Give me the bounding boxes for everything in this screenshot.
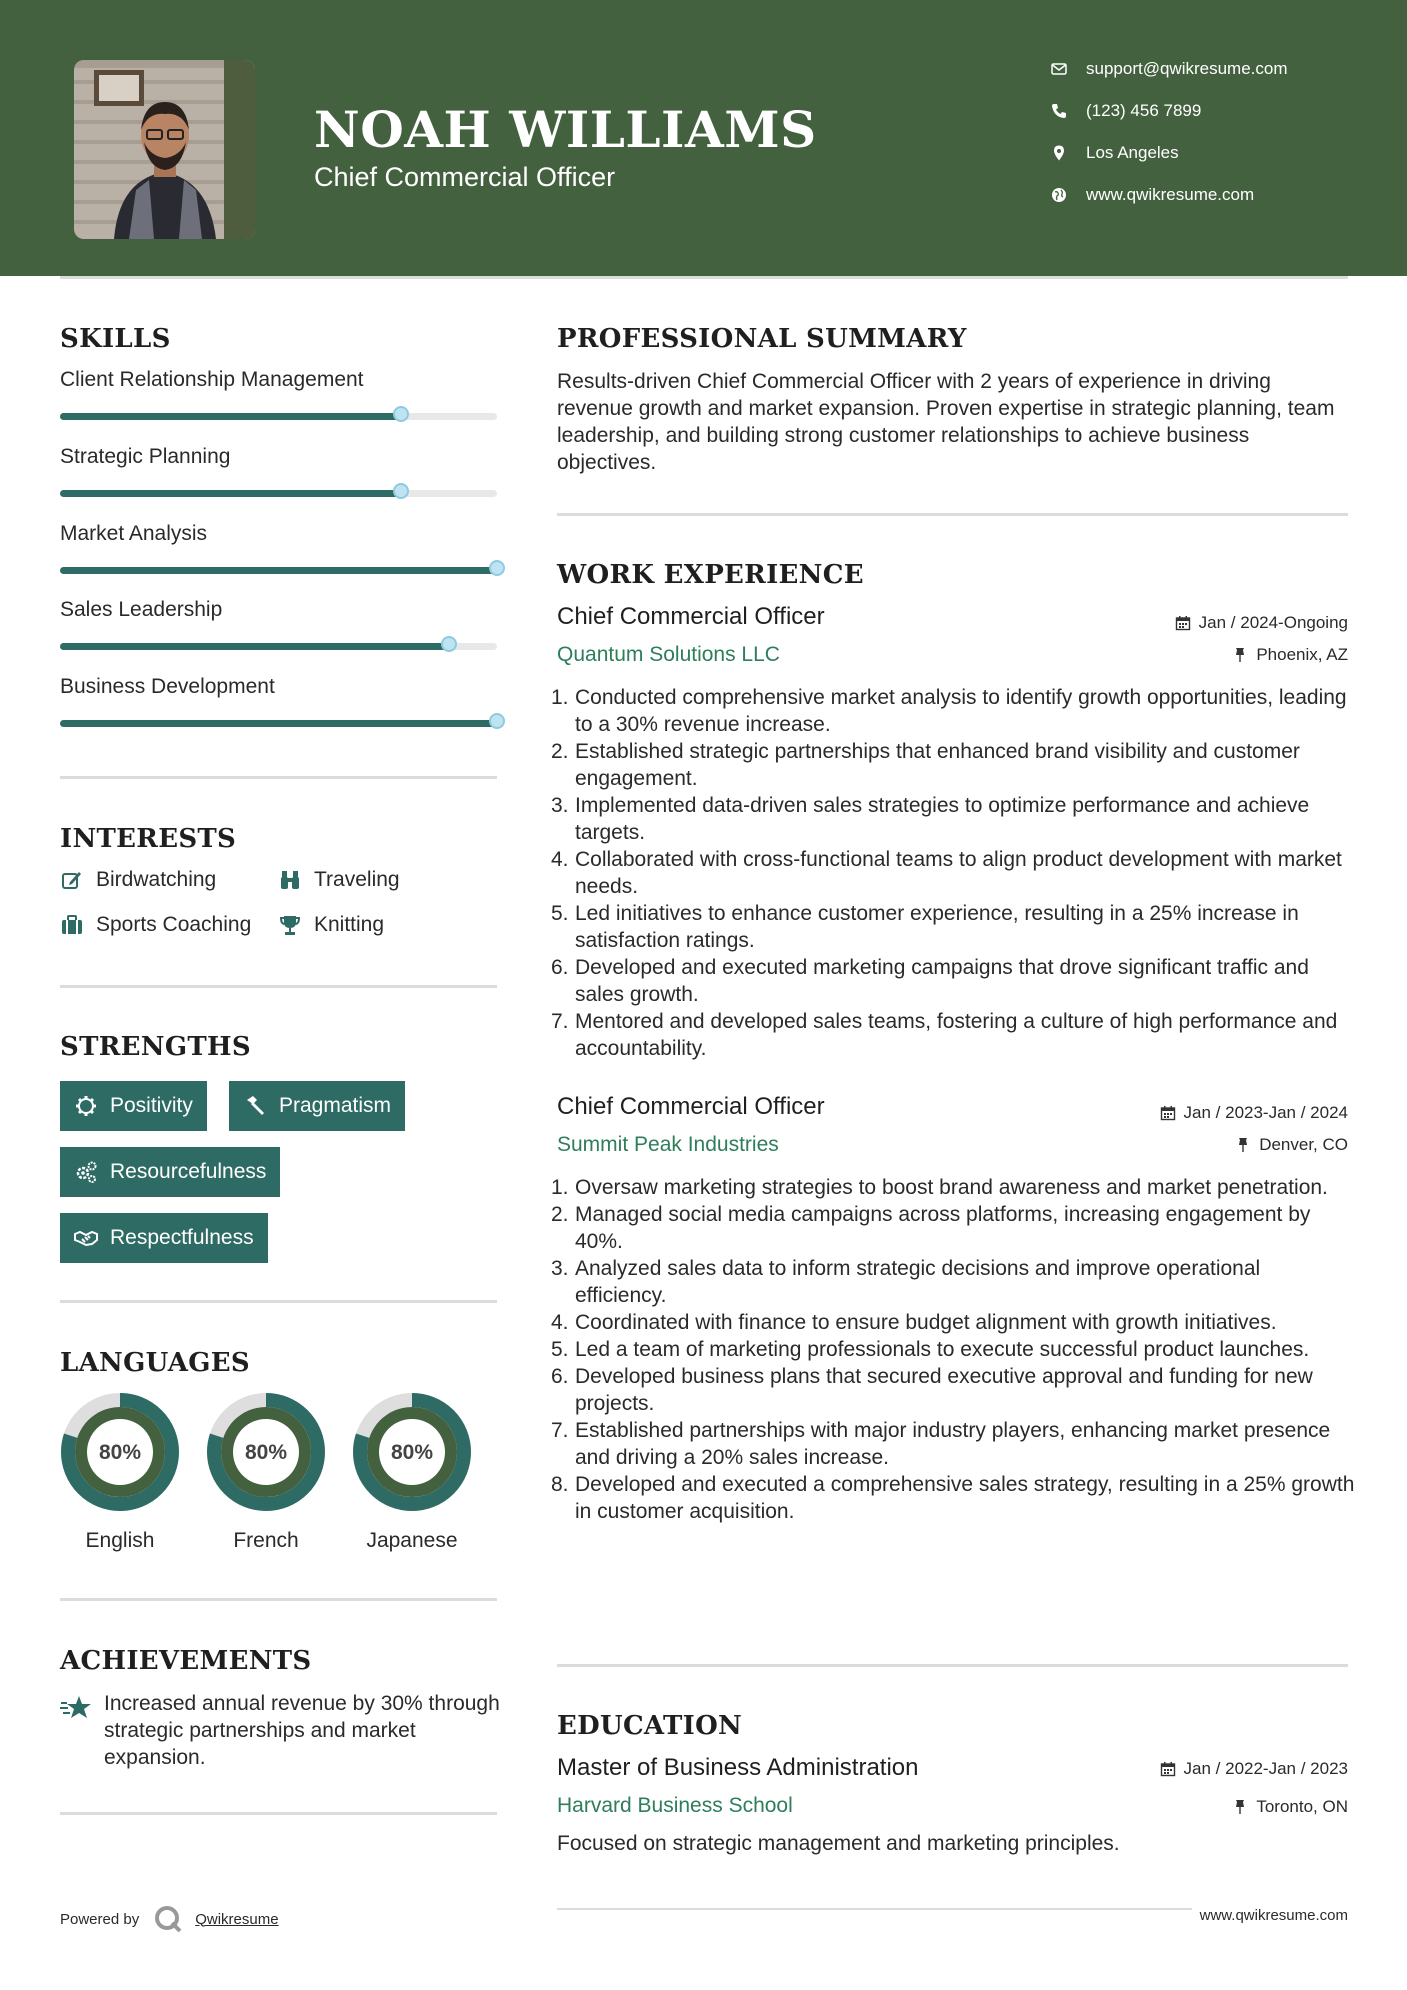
language-percent: 80% xyxy=(244,1441,288,1464)
pencil-square-icon xyxy=(60,868,84,892)
skill-label: Market Analysis xyxy=(60,522,208,545)
powered-by-label: Powered by xyxy=(60,1910,140,1928)
strengths-heading: STRENGTHS xyxy=(60,1032,251,1062)
language-ring xyxy=(59,1391,181,1513)
skill-label: Sales Leadership xyxy=(60,598,223,621)
skill-bar xyxy=(60,567,497,574)
job-bullet: 6. Developed business plans that secured executive approval and funding for new projects. xyxy=(551,1365,1313,1415)
section-divider xyxy=(60,1300,497,1303)
skill-bar-fill xyxy=(60,720,497,727)
section-divider xyxy=(60,1598,497,1601)
trophy-icon xyxy=(278,913,302,937)
job-bullet: 7. Mentored and developed sales teams, fostering a culture of high performance and accountability. xyxy=(551,1010,1338,1060)
job-bullet: 6. Developed and executed marketing campaigns that drove significant traffic and sales growth. xyxy=(551,956,1309,1006)
interest-label: Birdwatching xyxy=(96,868,217,891)
job-bullet: 2. Established strategic partnerships that enhanced brand visibility and customer engagement. xyxy=(551,740,1300,790)
contact-email[interactable] xyxy=(1050,59,1380,79)
job-bullet-text: Collaborated with cross-functional teams to align product development with market needs. xyxy=(575,848,1342,898)
skill-bar-knob xyxy=(393,483,409,499)
brand-link[interactable]: Qwikresume xyxy=(195,1910,279,1928)
job-bullets xyxy=(551,684,1357,1062)
skills-heading: SKILLS xyxy=(60,324,171,354)
skill-bar xyxy=(60,490,497,497)
contact-website[interactable] xyxy=(1050,185,1380,205)
language-item xyxy=(351,1391,473,1553)
job-location-text: Denver, CO xyxy=(1259,1135,1348,1154)
calendar-icon xyxy=(1175,615,1191,631)
job-bullet-text: Managed social media campaigns across platforms, increasing engagement by 40%. xyxy=(575,1203,1311,1253)
language-label: English xyxy=(85,1529,155,1552)
contact-location-text: Los Angeles xyxy=(1086,143,1179,162)
education-dates-text: Jan / 2022-Jan / 2023 xyxy=(1183,1759,1348,1778)
section-divider xyxy=(60,776,497,779)
candidate-title: Chief Commercial Officer xyxy=(314,162,616,192)
contact-location xyxy=(1050,143,1380,163)
interests-heading: INTERESTS xyxy=(60,824,237,854)
interest-label: Traveling xyxy=(314,868,400,891)
section-divider xyxy=(60,985,497,988)
job-bullet-text: Established strategic partnerships that enhanced brand visibility and customer engagement. xyxy=(575,740,1300,790)
candidate-name: NOAH WILLIAMS xyxy=(314,100,817,159)
strength-chip xyxy=(60,1147,280,1197)
job-bullet: 7. Established partnerships with major industry players, enhancing market presence and driving a 20% sales increase. xyxy=(551,1419,1331,1469)
job-location xyxy=(1232,645,1348,665)
footer-powered-by xyxy=(60,1904,279,1934)
job-bullet-text: Developed business plans that secured executive approval and funding for new projects. xyxy=(575,1365,1313,1415)
language-item xyxy=(59,1391,181,1553)
education-dates xyxy=(1160,1759,1348,1779)
calendar-icon xyxy=(1160,1105,1176,1121)
pushpin-icon xyxy=(1235,1137,1251,1153)
hammer-icon xyxy=(243,1094,267,1118)
job-title: Chief Commercial Officer xyxy=(557,1093,825,1120)
job-bullet-text: Analyzed sales data to inform strategic decisions and improve operational efficiency. xyxy=(575,1257,1261,1307)
contact-phone[interactable] xyxy=(1050,101,1380,121)
job-bullet: 8. Developed and executed a comprehensive sales strategy, resulting in a 25% growth in customer acquisition. xyxy=(551,1473,1355,1523)
job-bullet: 5. Led a team of marketing professionals to execute successful product launches. xyxy=(551,1338,1310,1361)
job-company: Summit Peak Industries xyxy=(557,1133,779,1156)
job-bullet: 1. Oversaw marketing strategies to boost brand awareness and market penetration. xyxy=(551,1176,1328,1199)
skill-bar-knob xyxy=(393,406,409,422)
skill-bar xyxy=(60,720,497,727)
job-bullet-text: Developed and executed marketing campaigns that drove significant traffic and sales growth. xyxy=(575,956,1309,1006)
skill-bar xyxy=(60,413,497,420)
summary-heading: PROFESSIONAL SUMMARY xyxy=(557,324,967,354)
job-bullet-text: Mentored and developed sales teams, fostering a culture of high performance and accountability. xyxy=(575,1010,1338,1060)
skill-bar-knob xyxy=(441,636,457,652)
calendar-icon xyxy=(1160,1761,1176,1777)
summary-text: Results-driven Chief Commercial Officer with 2 years of experience in driving revenue growth and market expansion. Proven expertise in strategic planning, team leadership, and building strong customer relationships to achieve business objectives. xyxy=(557,370,1335,474)
job-location-text: Phoenix, AZ xyxy=(1256,645,1348,664)
strength-label: Respectfulness xyxy=(110,1226,254,1249)
education-school: Harvard Business School xyxy=(557,1794,793,1817)
strength-label: Resourcefulness xyxy=(110,1160,267,1183)
achievements-heading: ACHIEVEMENTS xyxy=(60,1646,312,1676)
education-description: Focused on strategic management and marketing principles. xyxy=(557,1832,1120,1855)
language-item xyxy=(205,1391,327,1553)
interest-label: Knitting xyxy=(314,913,385,936)
skill-bar-knob xyxy=(489,560,505,576)
education-heading: EDUCATION xyxy=(557,1711,743,1741)
job-title: Chief Commercial Officer xyxy=(557,603,825,630)
briefcase-icon xyxy=(60,913,84,937)
cogs-icon xyxy=(74,1160,98,1184)
skill-bar-knob xyxy=(489,713,505,729)
skill-label: Strategic Planning xyxy=(60,445,231,468)
job-bullet: 3. Analyzed sales data to inform strategic decisions and improve operational efficiency. xyxy=(551,1257,1261,1307)
job-location xyxy=(1235,1135,1348,1155)
job-dates-text: Jan / 2024-Ongoing xyxy=(1198,613,1348,632)
experience-heading: WORK EXPERIENCE xyxy=(557,560,864,590)
education-location-text: Toronto, ON xyxy=(1256,1797,1348,1816)
strength-chip xyxy=(60,1213,268,1263)
globe-icon xyxy=(1050,186,1068,204)
profile-photo xyxy=(74,60,255,239)
job-dates-text: Jan / 2023-Jan / 2024 xyxy=(1183,1103,1348,1122)
skill-bar-fill xyxy=(60,567,497,574)
pushpin-icon xyxy=(1232,1799,1248,1815)
profile-photo-image xyxy=(74,60,255,239)
job-dates xyxy=(1160,1103,1348,1123)
section-divider xyxy=(557,513,1348,516)
job-bullet-text: Oversaw marketing strategies to boost brand awareness and market penetration. xyxy=(575,1176,1328,1199)
contact-phone-text: (123) 456 7899 xyxy=(1086,101,1202,120)
achievement-text: Increased annual revenue by 30% through strategic partnerships and market expansion. xyxy=(104,1692,500,1769)
interest-item xyxy=(278,868,400,892)
job-bullet-text: Coordinated with finance to ensure budget alignment with growth initiatives. xyxy=(575,1311,1277,1334)
skill-label: Business Development xyxy=(60,675,275,698)
job-bullet: 2. Managed social media campaigns across platforms, increasing engagement by 40%. xyxy=(551,1203,1311,1253)
envelope-icon xyxy=(1050,60,1068,78)
contact-email-text: support@qwikresume.com xyxy=(1086,59,1288,78)
job-bullets xyxy=(551,1174,1357,1525)
skill-label: Client Relationship Management xyxy=(60,368,364,391)
job-bullet: 4. Coordinated with finance to ensure budget alignment with growth initiatives. xyxy=(551,1311,1277,1334)
language-ring xyxy=(351,1391,473,1513)
job-bullet: 1. Conducted comprehensive market analysis to identify growth opportunities, leading to a 30% revenue increase. xyxy=(551,686,1347,736)
binoculars-icon xyxy=(278,868,302,892)
section-divider xyxy=(557,1664,1348,1667)
star-icon xyxy=(60,1694,92,1722)
education-degree: Master of Business Administration xyxy=(557,1754,919,1781)
job-bullet-text: Conducted comprehensive market analysis to identify growth opportunities, leading to a 30% revenue increase. xyxy=(575,686,1347,736)
education-location xyxy=(1232,1797,1348,1817)
job-bullet-text: Developed and executed a comprehensive sales strategy, resulting in a 25% growth in customer acquisition. xyxy=(575,1473,1355,1523)
contact-website-text: www.qwikresume.com xyxy=(1086,185,1255,204)
section-divider xyxy=(60,1812,497,1815)
language-percent: 80% xyxy=(98,1441,142,1464)
strength-label: Positivity xyxy=(110,1094,193,1117)
job-bullet: 3. Implemented data-driven sales strategies to optimize performance and achieve targets. xyxy=(551,794,1310,844)
language-percent: 80% xyxy=(390,1441,434,1464)
job-bullet: 5. Led initiatives to enhance customer experience, resulting in a 25% increase in satisfaction ratings. xyxy=(551,902,1299,952)
job-bullet: 4. Collaborated with cross-functional teams to align product development with market needs. xyxy=(551,848,1342,898)
strength-chip xyxy=(60,1081,207,1131)
header-divider xyxy=(60,276,1348,279)
location-pin-icon xyxy=(1050,144,1068,162)
interest-item xyxy=(60,913,251,937)
skill-bar-fill xyxy=(60,413,401,420)
language-label: French xyxy=(233,1529,299,1552)
handshake-icon xyxy=(74,1226,98,1250)
interest-item xyxy=(278,913,384,937)
languages-heading: LANGUAGES xyxy=(60,1348,250,1378)
skill-bar-fill xyxy=(60,490,401,497)
strength-chip xyxy=(229,1081,405,1131)
job-dates xyxy=(1175,613,1348,633)
job-bullet-text: Implemented data-driven sales strategies to optimize performance and achieve targets. xyxy=(575,794,1310,844)
skill-bar-fill xyxy=(60,643,449,650)
strength-label: Pragmatism xyxy=(279,1094,392,1117)
job-bullet-text: Led initiatives to enhance customer experience, resulting in a 25% increase in satisfaction ratings. xyxy=(575,902,1299,952)
qwikresume-logo-icon xyxy=(153,1904,183,1934)
gear-icon xyxy=(74,1094,98,1118)
interest-item xyxy=(60,868,216,892)
job-company: Quantum Solutions LLC xyxy=(557,643,780,666)
language-ring xyxy=(205,1391,327,1513)
language-label: Japanese xyxy=(366,1529,458,1552)
phone-icon xyxy=(1050,102,1068,120)
pushpin-icon xyxy=(1232,647,1248,663)
skill-bar xyxy=(60,643,497,650)
job-bullet-text: Established partnerships with major industry players, enhancing market presence and driving a 20% sales increase. xyxy=(575,1419,1331,1469)
job-bullet-text: Led a team of marketing professionals to execute successful product launches. xyxy=(575,1338,1310,1361)
interest-label: Sports Coaching xyxy=(96,913,252,936)
footer-url[interactable]: www.qwikresume.com xyxy=(1192,1907,1348,1924)
resume-header xyxy=(0,0,1407,276)
